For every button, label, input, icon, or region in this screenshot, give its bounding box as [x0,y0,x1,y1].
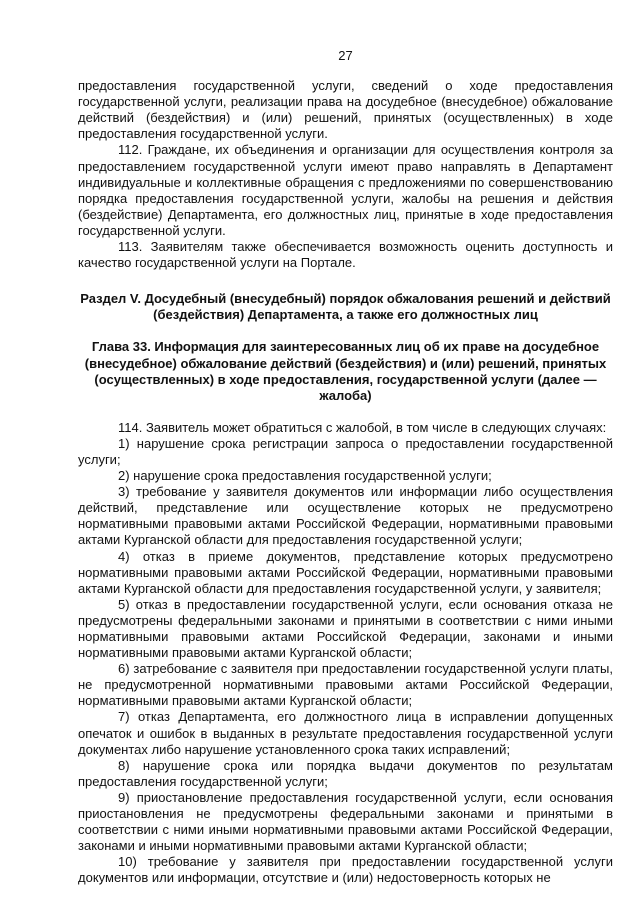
chapter-heading: Глава 33. Информация для заинтересованных лиц об их праве на досудебное (внесудебное) обжалование действий (бездействия) и (или) решений, принятых (осуществленных) в ходе предоставления, государственной услуги (далее — жалоба) [84,339,607,403]
page-number: 27 [338,48,353,63]
paragraph-114: 114. Заявитель может обратиться с жалобой, в том числе в следующих случаях: [118,419,607,435]
list-item-4: 4) отказ в приеме документов, представление которых предусмотрено нормативными правовыми актами Российской Федерации, нормативными правовыми актами Курганской области для предоставления государственной услуги, у заявителя; [78,548,613,596]
list-item-1: 1) нарушение срока регистрации запроса о предоставлении государственной услуги; [78,435,613,467]
list-item-6: 6) затребование с заявителя при предоставлении государственной услуги платы, не предусмотренной нормативными правовыми актами Российской Федерации, нормативными правовыми актами Курганской области; [78,661,613,709]
paragraph-112: 112. Граждане, их объединения и организации для осуществления контроля за предоставлением государственной услуги имеют право направлять в Департамент индивидуальные и коллективные обращения с предложениями по совершенствованию порядка предоставления государственной услуги, жалобы на решения и действия (бездействие) Департамента, его должностных лиц, принятые в ходе предоставления государственной услуги. [78,142,613,238]
section-heading: Раздел V. Досудебный (внесудебный) порядок обжалования решений и действий (бездействия) Департамента, а также его должностных лиц [80,291,611,323]
list-item-7: 7) отказ Департамента, его должностного лица в исправлении допущенных опечаток и ошибок в выданных в результате предоставления государственной услуги документах либо нарушение установленного срока таких исправлений; [78,709,613,757]
list-item-3: 3) требование у заявителя документов или информации либо осуществления действий, представление или осуществление которых не предусмотрено нормативными правовыми актами Российской Федерации, нормативными правовыми актами Курганской области для предоставления государственной услуги; [78,484,613,548]
paragraph-113: 113. Заявителям также обеспечивается возможность оценить доступность и качество государственной услуги на Портале. [78,239,613,271]
list-item-2: 2) нарушение срока предоставления государственной услуги; [118,468,492,484]
list-item-5: 5) отказ в предоставлении государственной услуги, если основания отказа не предусмотрены федеральными законами и принятыми в соответствии с ними иными нормативными правовыми актами Российской Федерации, законами и иными нормативными правовыми актами Курганской области; [78,596,613,661]
list-item-9: 9) приостановление предоставления государственной услуги, если основания приостановления не предусмотрены федеральными законами и принятыми в соответствии с ними иными нормативными правовыми актами Российской Федерации, законами и иными нормативными правовыми актами Курганской области; [78,789,613,854]
list-item-8: 8) нарушение срока или порядка выдачи документов по результатам предоставления государственной услуги; [78,757,613,789]
list-item-10: 10) требование у заявителя при предоставлении государственной услуги документов или информации, отсутствие и (или) недостоверность которых не [78,854,613,886]
paragraph-continuation: предоставления государственной услуги, сведений о ходе предоставления государственной услуги, реализации права на досудебное (внесудебное) обжалование действий (бездействия) и (или) решений, принятых (осуществленных) в ходе предоставления государственной услуги. [78,78,613,142]
